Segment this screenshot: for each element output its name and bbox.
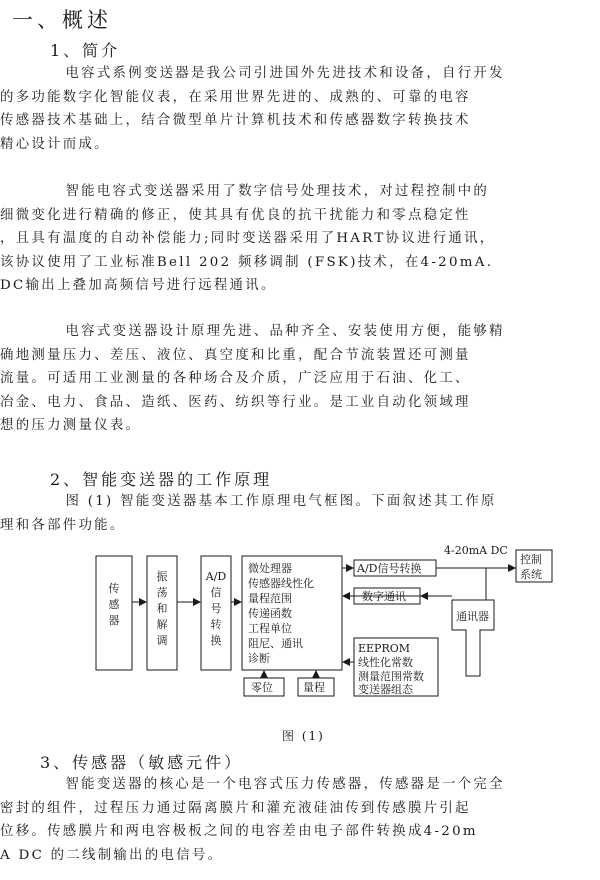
- span-label: 量程: [303, 681, 325, 694]
- digital-comm-label: 数字通讯: [362, 590, 406, 603]
- eeprom-label: 线性化常数: [358, 656, 413, 669]
- mcu-label: 量程范围: [248, 592, 292, 605]
- text-line: 细微变化进行精确的修正，使其具有优良的抗干扰能力和零点稳定性: [0, 207, 471, 223]
- intro-paragraph-2: [0, 180, 592, 298]
- text-line: 位移。传感膜片和两电容极板之间的电容差由电子部件转换成4-20m: [0, 824, 478, 839]
- text-line: 传感器技术基础上，结合微型单片计算机技术和传感器数字转换技术: [0, 113, 471, 128]
- text-line: 理和各部件功能。: [0, 517, 126, 533]
- oscillator-label: 荡: [156, 586, 168, 599]
- text-line: DC输出上叠加高频信号进行远程通讯。: [0, 278, 277, 293]
- output-label: 4-20mA DC: [444, 544, 508, 557]
- principle-paragraph: [0, 490, 592, 537]
- oscillator-label: 解: [156, 618, 168, 631]
- adc-label: 转: [210, 618, 222, 631]
- sensor-label: 器: [108, 614, 120, 627]
- heading-principle: 2、智能变送器的工作原理: [50, 470, 273, 489]
- text-line: 精心设计而成。: [0, 136, 110, 152]
- intro-paragraph-3: [0, 320, 592, 438]
- text-line: 确地测量压力、差压、液位、真空度和比重，配合节流装置还可测量: [0, 347, 471, 363]
- text-line: 想的压力测量仪表。: [0, 418, 142, 433]
- sensor-label: 传: [108, 582, 120, 595]
- sensor-label: 感: [108, 598, 120, 611]
- mcu-label: 传感器线性化: [248, 577, 314, 590]
- text-line: 冶金、电力、食品、造纸、医药、纺织等行业。是工业自动化领域理: [0, 394, 471, 410]
- sensor-box: [96, 556, 132, 670]
- mcu-label: 微处理器: [248, 562, 292, 575]
- text-line: 图 (1) 智能变送器基本工作原理电气框图。下面叙述其工作原: [65, 494, 497, 509]
- oscillator-label: 和: [156, 602, 168, 615]
- sensor-paragraph: [0, 773, 592, 867]
- eeprom-label: 测量范围常数: [358, 670, 424, 683]
- oscillator-label: 调: [156, 634, 168, 647]
- text-line: 的多功能数字化智能仪表，在采用世界先进的、成熟的、可靠的电容: [0, 89, 471, 105]
- oscillator-label: 振: [156, 570, 168, 583]
- text-line: 智能电容式变送器采用了数字信号处理技术，对过程控制中的: [65, 184, 490, 199]
- text-line: 智能变送器的核心是一个电容式压力传感器，传感器是一个完全: [65, 777, 505, 792]
- control-system-label: 系统: [520, 568, 542, 581]
- eeprom-label: 变送器组态: [358, 683, 413, 696]
- adc-label: 号: [210, 602, 222, 615]
- adc-label: A/D: [205, 570, 227, 583]
- text-line: ，且具有温度的自动补偿能力;同时变送器采用了HART协议进行通讯，: [0, 231, 496, 246]
- section-title-overview: 一、概述: [12, 8, 112, 32]
- zero-label: 零位: [251, 681, 273, 694]
- text-line: 密封的组件，过程压力通过隔离膜片和灌充液硅油传到传感膜片引起: [0, 800, 471, 816]
- mcu-label: 阻尼、通讯: [248, 637, 303, 650]
- control-system-label: 控制: [520, 553, 542, 566]
- text-line: 该协议使用了工业标准Bell 202 频移调制 (FSK)技术，在4-20mA.: [0, 254, 494, 270]
- heading-sensor: 3、传感器（敏感元件）: [40, 753, 244, 772]
- block-diagram: [92, 542, 562, 712]
- mcu-label: 工程单位: [248, 622, 292, 635]
- text-line: 流量。可适用工业测量的各种场合及介质，广泛应用于石油、化工、: [0, 371, 471, 386]
- heading-intro: 1、简介: [50, 41, 121, 60]
- figure-caption: 图 (1): [282, 729, 325, 743]
- text-line: A DC 的二线制输出的电信号。: [0, 847, 224, 863]
- mcu-label: 传递函数: [248, 607, 292, 620]
- communicator-label: 通讯器: [456, 610, 489, 623]
- text-line: 电容式变送器设计原理先进、品种齐全、安装使用方便，能够精: [65, 324, 505, 339]
- ad-conversion-label: A/D信号转换: [357, 562, 422, 575]
- intro-paragraph-1: [0, 62, 592, 156]
- mcu-label: 诊断: [248, 652, 270, 665]
- adc-label: 换: [210, 634, 222, 647]
- eeprom-label: EEPROM: [358, 642, 411, 655]
- adc-label: 信: [210, 586, 222, 599]
- text-line: 电容式系例变送器是我公司引进国外先进技术和设备，自行开发: [65, 66, 505, 81]
